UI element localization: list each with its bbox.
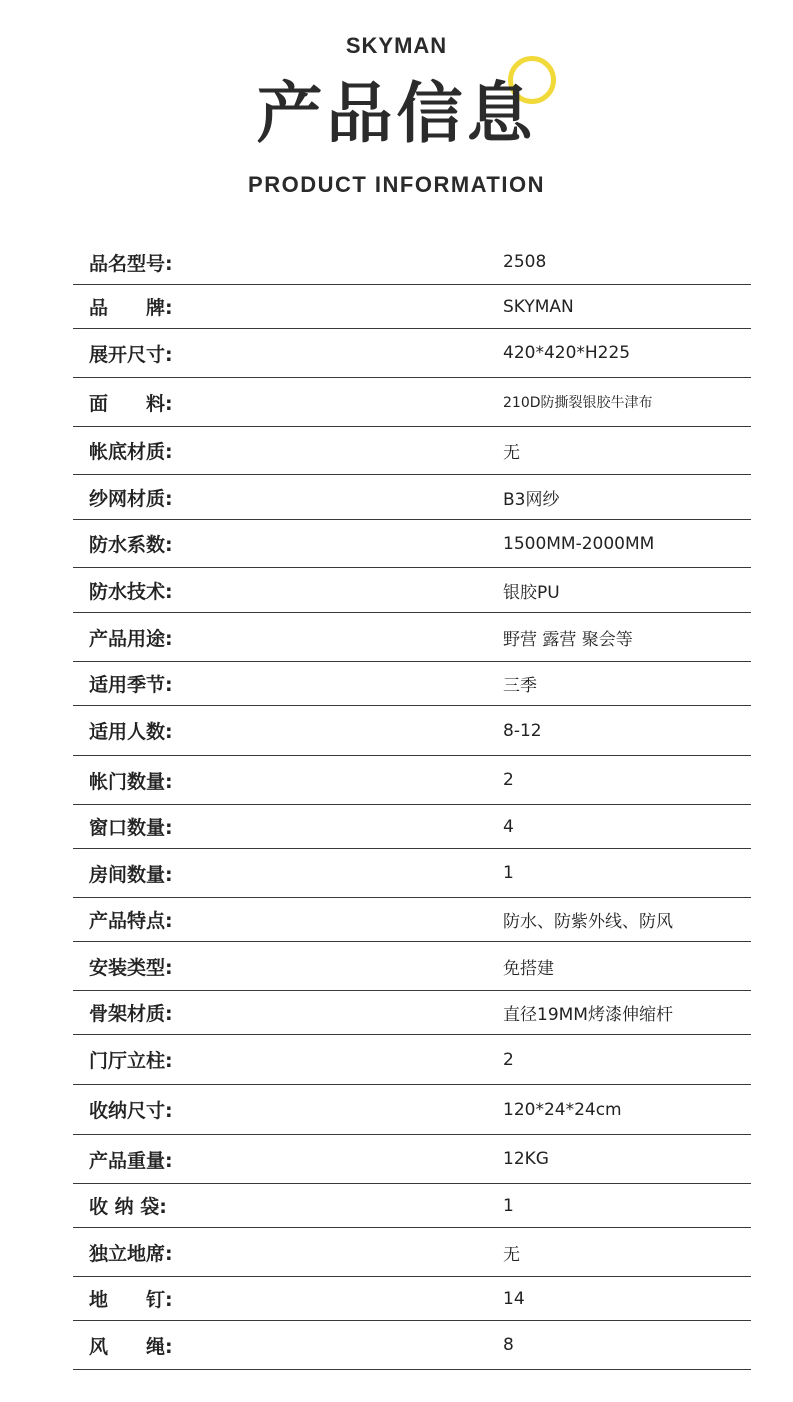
spec-label: 适用季节: bbox=[89, 674, 173, 696]
spec-value: 防水、防紫外线、防风 bbox=[503, 912, 673, 932]
spec-row bbox=[73, 475, 751, 520]
spec-label: 纱网材质: bbox=[89, 487, 173, 510]
brand-name: SKYMAN bbox=[345, 33, 448, 58]
spec-row bbox=[73, 1135, 751, 1184]
spec-label: 风 绳: bbox=[89, 1335, 173, 1358]
spec-label: 面 料: bbox=[89, 392, 173, 415]
spec-value: 2508 bbox=[503, 252, 547, 272]
spec-table bbox=[73, 240, 751, 1370]
spec-row bbox=[73, 1321, 751, 1370]
spec-label: 帐门数量: bbox=[89, 770, 173, 793]
spec-label: 地 钉: bbox=[89, 1289, 173, 1311]
page-header bbox=[0, 0, 793, 230]
spec-value: 8 bbox=[503, 1335, 514, 1355]
spec-row bbox=[73, 898, 751, 942]
spec-label: 帐底材质: bbox=[89, 441, 173, 463]
spec-value: 银胶PU bbox=[503, 582, 560, 603]
spec-row bbox=[73, 662, 751, 706]
spec-value: 8-12 bbox=[503, 720, 542, 741]
spec-label: 窗口数量: bbox=[89, 817, 173, 839]
spec-row bbox=[73, 1228, 751, 1277]
spec-label: 独立地席: bbox=[89, 1242, 173, 1265]
spec-label: 产品特点: bbox=[89, 910, 173, 932]
spec-label: 安装类型: bbox=[89, 956, 173, 979]
spec-row bbox=[73, 756, 751, 805]
spec-value: SKYMAN bbox=[503, 296, 574, 317]
spec-value: 无 bbox=[503, 443, 520, 463]
spec-label: 收 纳 袋: bbox=[89, 1196, 167, 1218]
spec-value: 2 bbox=[503, 770, 514, 790]
spec-value: 12KG bbox=[503, 1149, 549, 1169]
spec-label: 展开尺寸: bbox=[89, 343, 173, 366]
spec-value: 120*24*24cm bbox=[503, 1099, 622, 1120]
spec-row bbox=[73, 1035, 751, 1085]
spec-row bbox=[73, 805, 751, 849]
spec-value: 2 bbox=[503, 1049, 514, 1070]
spec-value: 三季 bbox=[503, 676, 537, 696]
spec-value: 直径19MM烤漆伸缩杆 bbox=[503, 1005, 673, 1025]
spec-row bbox=[73, 613, 751, 662]
spec-value: 420*420*H225 bbox=[503, 343, 631, 363]
spec-value: 1 bbox=[503, 863, 514, 883]
spec-row bbox=[73, 706, 751, 756]
spec-value: 1 bbox=[503, 1195, 514, 1216]
spec-row bbox=[73, 520, 751, 568]
page-title: 产品信息 bbox=[256, 75, 537, 152]
spec-label: 房间数量: bbox=[89, 863, 173, 886]
spec-row bbox=[73, 1085, 751, 1135]
spec-value: 4 bbox=[503, 816, 514, 837]
spec-row bbox=[73, 1184, 751, 1228]
spec-row bbox=[73, 378, 751, 427]
spec-label: 产品重量: bbox=[89, 1149, 173, 1172]
spec-label: 防水系数: bbox=[89, 534, 173, 556]
spec-value: 野营 露营 聚会等 bbox=[503, 629, 633, 650]
spec-value: 免搭建 bbox=[503, 958, 554, 979]
spec-label: 品名型号: bbox=[89, 252, 173, 275]
spec-label: 收纳尺寸: bbox=[89, 1100, 173, 1122]
spec-label: 防水技术: bbox=[89, 580, 173, 603]
spec-row bbox=[73, 285, 751, 329]
spec-label: 门厅立柱: bbox=[89, 1050, 173, 1072]
spec-row bbox=[73, 329, 751, 378]
spec-label: 产品用途: bbox=[89, 627, 173, 650]
spec-row bbox=[73, 427, 751, 475]
spec-row bbox=[73, 942, 751, 991]
spec-value: B3网纱 bbox=[503, 489, 560, 510]
spec-value: 14 bbox=[503, 1288, 525, 1309]
spec-label: 品 牌: bbox=[89, 297, 173, 319]
spec-row bbox=[73, 991, 751, 1035]
spec-label: 适用人数: bbox=[89, 721, 173, 743]
spec-row bbox=[73, 849, 751, 898]
spec-row bbox=[73, 1277, 751, 1321]
spec-label: 骨架材质: bbox=[89, 1003, 173, 1025]
spec-value: 210D防撕裂银胶牛津布 bbox=[503, 395, 653, 411]
spec-value: 无 bbox=[503, 1244, 520, 1265]
spec-row bbox=[73, 568, 751, 613]
spec-row bbox=[73, 240, 751, 285]
page-subtitle: PRODUCT INFORMATION bbox=[248, 172, 545, 197]
spec-value: 1500MM-2000MM bbox=[503, 533, 655, 554]
